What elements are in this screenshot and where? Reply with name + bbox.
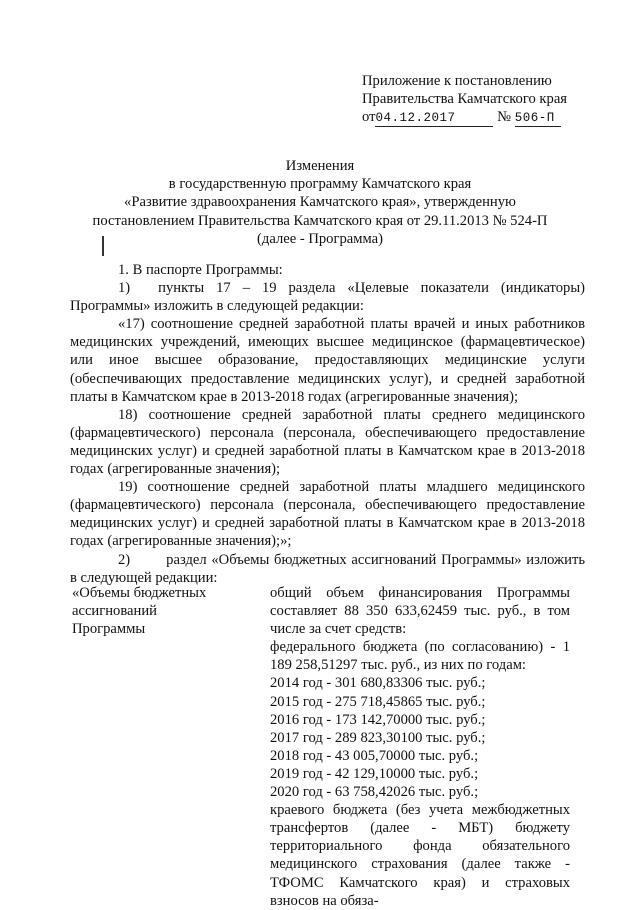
paragraph-18: 18) соотношение средней заработной платы среднего медицинского (фармацевтического) персонала (персонала, обеспечивающего предоставление медицинских услуг) и средней заработной платы в Камчатском крае в 2013-2018 годах (агрегированные значения); (70, 406, 585, 478)
sub-item-2 (70, 551, 585, 587)
title-line-4: постановлением Правительства Камчатского края от 29.11.2013 № 524-П (92, 212, 548, 229)
federal-budget: федерального бюджета (по согласованию) - 1 189 258,51297 тыс. руб., из них по годам: (270, 639, 570, 674)
regional-budget: краевого бюджета (без учета межбюджетных трансфертов (далее - МБТ) бюджету территориального фонда обязательного медицинского страхования (далее также - ТФОМС Камчатского края) и страховых взносов на обяза- (270, 802, 570, 909)
sub-item-1 (70, 279, 585, 315)
appendix-date: 04.12.2017 (375, 112, 493, 127)
year-row: 2018 год - 43 005,70000 тыс. руб.; (270, 747, 479, 764)
left-cell-line-1: «Объемы бюджетных (72, 585, 207, 601)
appendix-number-sign: № (497, 109, 512, 126)
paragraph-17: «17) соотношение средней заработной платы врачей и иных работников медицинских учреждений, имеющих высшее медицинское (фармацевтическое) или иное высшее образование, предоставляющих медицинские услуги (обеспечивающих предоставление медицинских услуг), и средней заработной платы в Камчатском крае в 2013-2018 годах (агрегированные значения); (70, 316, 585, 405)
sub-item-1-text: пункты 17 – 19 раздела «Целевые показатели (индикаторы) Программы» изложить в следующей редакции: (70, 280, 585, 315)
title-line-3: «Развитие здравоохранения Камчатского края», утвержденную (124, 194, 516, 211)
title-line-1: Изменения (285, 158, 355, 174)
left-cell-line-2: ассигнований (72, 603, 157, 620)
total-funding: общий объем финансирования Программы составляет 88 350 633,62459 тыс. руб., в том числе за счет средств: (270, 585, 570, 638)
item-1: 1. В паспорте Программы: (118, 262, 283, 278)
year-row: 2020 год - 63 758,42026 тыс. руб.; (270, 784, 479, 801)
sub-item-1-number: 1) (118, 280, 131, 297)
sub-item-2-number: 2) (118, 551, 131, 568)
left-cell-line-3: Программы (72, 621, 146, 638)
appendix-line-1: Приложение к постановлению (362, 73, 552, 89)
appendix-header (362, 72, 567, 127)
paragraph-19: 19) соотношение средней заработной платы младшего медицинского (фармацевтического) персонала (персонала, обеспечивающего предоставление медицинских услуг) и средней заработной платы в Камчатском крае в 2013-2018 годах (агрегированные значения);»; (70, 479, 585, 550)
appendix-number: 506-П (515, 112, 561, 127)
appendix-line-2: Правительства Камчатского края (362, 91, 568, 108)
appendix-from: от (362, 109, 376, 126)
title-line-2: в государственную программу Камчатского края (168, 176, 472, 193)
table-left-cell (72, 584, 272, 638)
year-row: 2015 год - 275 718,45865 тыс. руб.; (270, 693, 486, 710)
table-right-cell (270, 584, 570, 910)
year-row: 2019 год - 42 129,10000 тыс. руб.; (270, 765, 479, 782)
appendix-date-number-line (362, 108, 567, 127)
margin-mark (102, 236, 104, 256)
document-title (70, 157, 570, 248)
title-line-5: (далее - Программа) (257, 230, 383, 247)
year-row: 2014 год - 301 680,83306 тыс. руб.; (270, 675, 486, 692)
sub-item-2-text: раздел «Объемы бюджетных ассигнований Программы» изложить в следующей редакции: (70, 551, 585, 586)
year-row: 2016 год - 173 142,70000 тыс. руб.; (270, 711, 486, 728)
year-row: 2017 год - 289 823,30100 тыс. руб.; (270, 729, 486, 746)
document-body (70, 261, 585, 587)
